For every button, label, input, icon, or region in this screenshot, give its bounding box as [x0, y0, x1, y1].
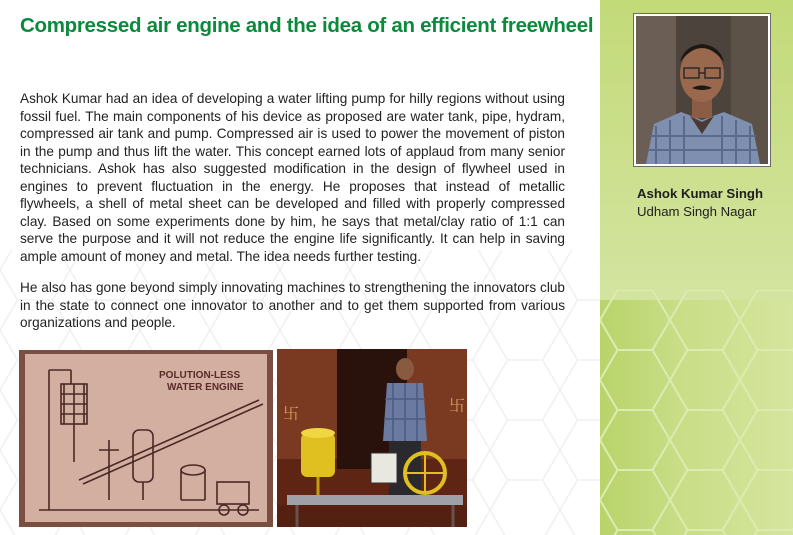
article-title: Compressed air engine and the idea of an efficient freewheel	[20, 14, 594, 37]
article-paragraph-2: He also has gone beyond simply innovating machines to strengthening the innovators club in the state to connect one innovator to another and to get them supported from various organizations and people.	[20, 280, 565, 330]
innovator-with-prototype-photo	[277, 349, 467, 527]
left-wall-decoration-icon: 卐	[283, 404, 300, 423]
water-engine-sketch-photo	[19, 350, 273, 527]
sketch-label-line2: WATER ENGINE	[167, 382, 244, 393]
sidebar-hex-pattern	[600, 290, 793, 535]
article-body	[20, 90, 565, 346]
sidebar-panel	[600, 0, 793, 535]
innovator-portrait-photo	[634, 14, 770, 166]
innovator-name: Ashok Kumar Singh	[637, 186, 764, 201]
sketch-label-line1: POLUTION-LESS	[159, 370, 241, 381]
innovator-place: Udham Singh Nagar	[637, 204, 757, 219]
article-paragraph-1: Ashok Kumar had an idea of developing a water lifting pump for hilly regions without using fossil fuel. The main components of his device as proposed are water tank, pipe, hydram, compressed air tank and pump. Compressed air is used to power the movement of piston in the pump and thus lift the water. This concept earned lots of applaud from many senior technicians. Ashok has also suggested modification in the design of flywheel used in engines to prevent fluctuation in the energy. He proposes that instead of metallic flywheels, a shell of metal sheet can be developed and filled with properly compressed clay. Based on some experiments done by him, he says that metal/clay ratio of 1:1 can serve the purpose and it will not reduce the engine life significantly. It can help in saving ample amount of money and metal. The idea needs further testing.	[20, 91, 565, 264]
right-wall-decoration-icon: 卐	[449, 396, 466, 415]
